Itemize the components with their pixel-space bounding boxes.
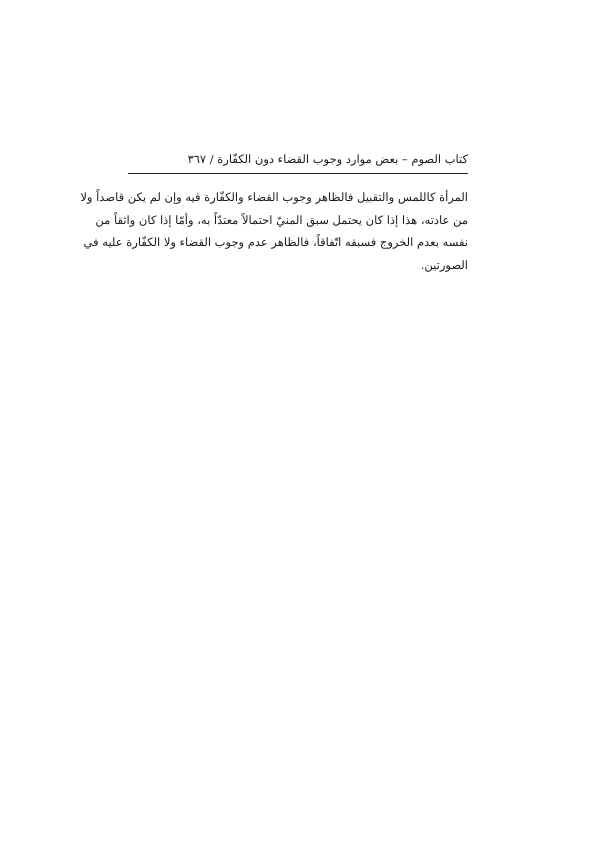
header-divider	[128, 173, 468, 174]
paragraph-line-3: نفسه بعدم الخروج فسبقه اتّفاقاً، فالظاهر عدم وجوب القضاء ولا الكفّارة عليه في	[83, 235, 468, 250]
paragraph-line-4: الصورتين.	[420, 257, 468, 272]
running-header: كتاب الصوم – بعض موارد وجوب القضاء دون الكفّارة / ٣٦٧	[187, 152, 468, 166]
paragraph-line-1: المرأة كاللمس والتقبيل فالظاهر وجوب القضاء والكفّارة فيه وإن لم يكن قاصداً ولا	[80, 190, 468, 204]
paragraph-line-2: من عادته، هذا إذا كان يحتمل سبق المنيّ احتمالاً معتدّاً به، وأمّا إذا كان واثقاً من	[95, 212, 468, 227]
body-paragraph	[80, 186, 468, 276]
